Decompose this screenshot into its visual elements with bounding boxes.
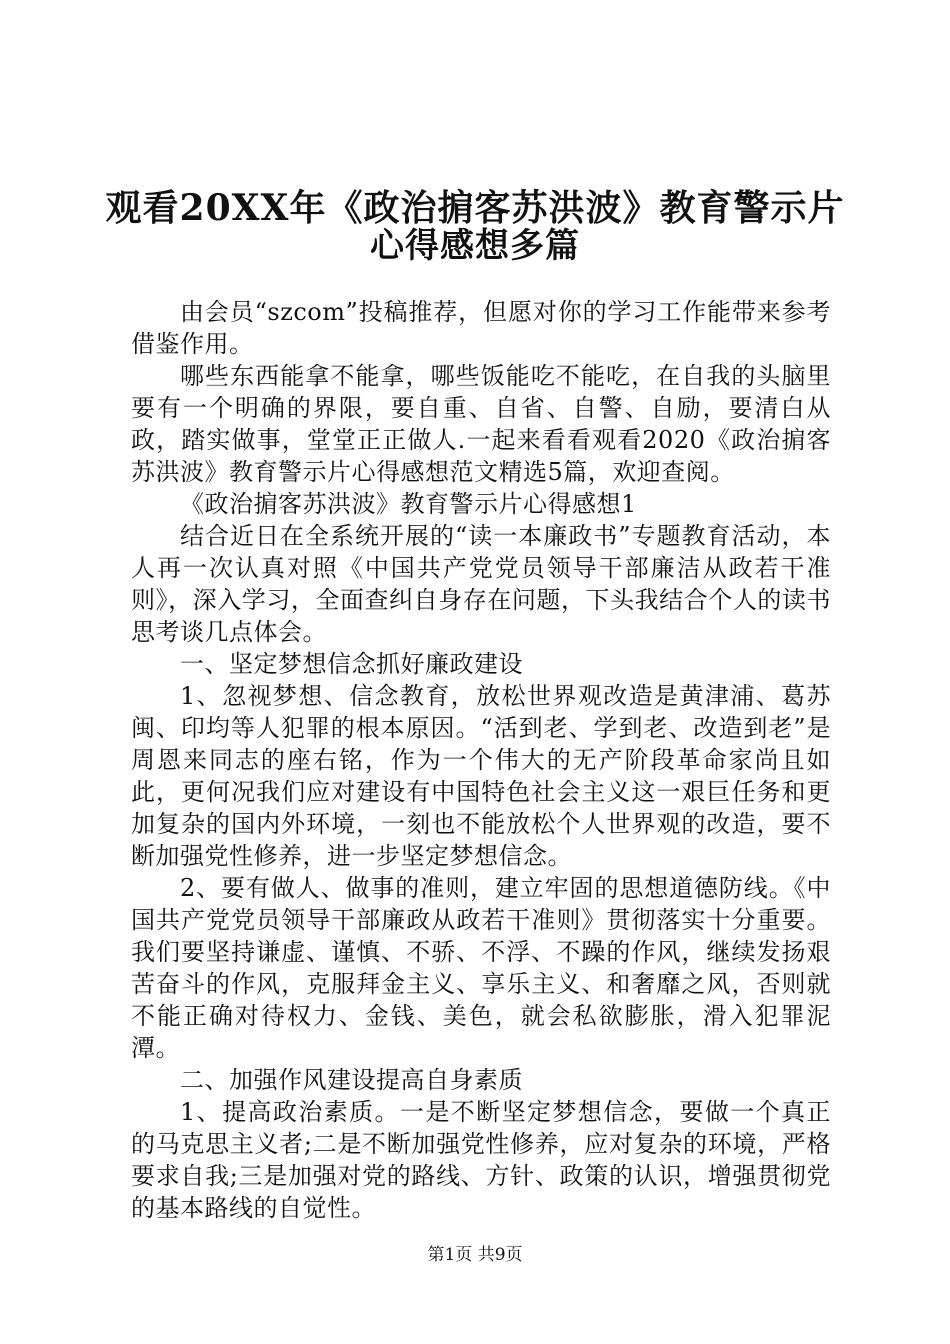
paragraph-summary: 哪些东西能拿不能拿，哪些饭能吃不能吃，在自我的头脑里要有一个明确的界限，要自重、自省、自警、自励，要清白从政，踏实做事，堂堂正正做人.一起来看看观看2020《政治掮客苏洪波》教育警示片心得感想范文精选5篇，欢迎查阅。 <box>131 362 831 486</box>
paragraph: 1、忽视梦想、信念教育，放松世界观改造是黄津浦、葛苏闽、印均等人犯罪的根本原因。“活到老、学到老、改造到老”是周恩来同志的座右铭，作为一个伟大的无产阶段革命家尚且如此，更何况我们应对建设有中国特色社会主义这一艰巨任务和更加复杂的国内外环境，一刻也不能放松个人世界观的改造，要不断加强党性修养，进一步坚定梦想信念。 <box>131 682 831 870</box>
paragraph: 1、提高政治素质。一是不断坚定梦想信念，要做一个真正的马克思主义者;二是不断加强党性修养，应对复杂的环境，严格要求自我;三是加强对党的路线、方针、政策的认识，增强贯彻党的基本路线的自觉性。 <box>131 1098 831 1222</box>
document-title-line1: 观看20XX年《政治掮客苏洪波》教育警示片 <box>105 187 845 229</box>
document-title-line2: 心得感想多篇 <box>370 226 580 266</box>
paragraph: 2、要有做人、做事的准则，建立牢固的思想道德防线。《中国共产党党员领导干部廉政从政若干准则》贯彻落实十分重要。我们要坚持谦虚、谨慎、不骄、不浮、不躁的作风，继续发扬艰苦奋斗的作风，克服拜金主义、享乐主义、和奢靡之风，否则就不能正确对待权力、金钱、美色，就会私欲膨胀，滑入犯罪泥潭。 <box>131 874 831 1062</box>
document-body <box>131 296 831 1224</box>
page-footer: 第1页 共9页 <box>427 1245 523 1265</box>
paragraph-intro: 由会员“szcom”投稿推荐，但愿对你的学习工作能带来参考借鉴作用。 <box>131 298 831 358</box>
paragraph: 结合近日在全系统开展的“读一本廉政书”专题教育活动，本人再一次认真对照《中国共产党党员领导干部廉洁从政若干准则》，深入学习，全面查纠自身存在问题，下头我结合个人的读书思考谈几点体会。 <box>131 522 831 646</box>
subheading: 二、加强作风建设提高自身素质 <box>180 1066 523 1094</box>
section-heading-1: 《政治掮客苏洪波》教育警示片心得感想1 <box>180 490 637 518</box>
subheading: 一、坚定梦想信念抓好廉政建设 <box>180 650 523 678</box>
